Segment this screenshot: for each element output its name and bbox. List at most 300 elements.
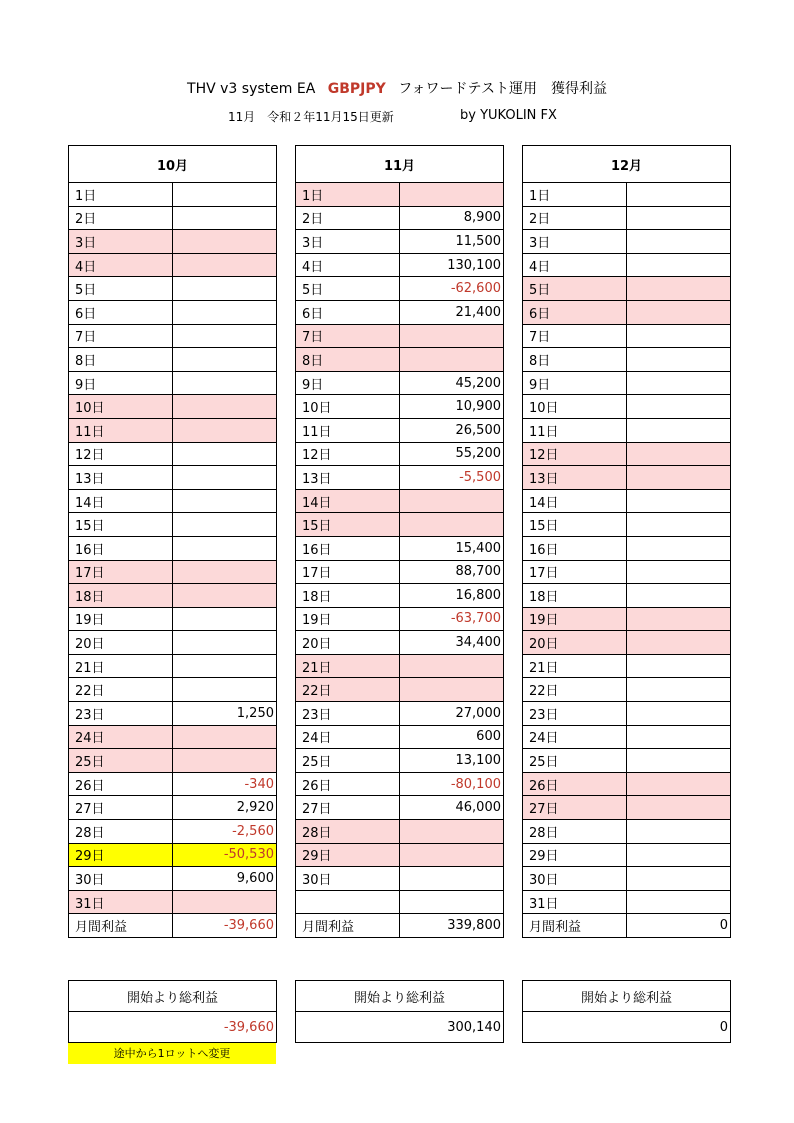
table-row <box>296 796 504 820</box>
table-row <box>69 206 277 230</box>
profit-cell <box>400 678 504 702</box>
profit-cell <box>627 466 731 490</box>
table-row <box>69 348 277 372</box>
profit-cell: 16,800 <box>400 584 504 608</box>
day-cell: 6日 <box>523 300 627 324</box>
day-cell: 1日 <box>523 183 627 207</box>
table-row <box>69 230 277 254</box>
day-cell: 19日 <box>69 607 173 631</box>
profit-cell <box>173 890 277 914</box>
day-cell: 19日 <box>296 607 400 631</box>
total-table-dec <box>522 980 731 1043</box>
profit-cell <box>627 277 731 301</box>
table-row <box>523 183 731 207</box>
total-label-row <box>296 981 504 1012</box>
table-row <box>523 702 731 726</box>
profit-cell <box>173 466 277 490</box>
day-cell: 2日 <box>296 206 400 230</box>
day-cell: 11日 <box>296 418 400 442</box>
profit-cell <box>627 418 731 442</box>
update-date: 11月 令和２年11月15日更新 <box>228 110 394 124</box>
table-row <box>296 820 504 844</box>
profit-cell <box>627 348 731 372</box>
day-cell: 22日 <box>69 678 173 702</box>
total-value-row <box>69 1012 277 1043</box>
day-cell: 24日 <box>296 725 400 749</box>
day-cell: 9日 <box>296 371 400 395</box>
day-cell: 21日 <box>296 654 400 678</box>
title-prefix: THV v3 system EA <box>187 81 316 97</box>
table-row <box>296 348 504 372</box>
profit-cell <box>627 183 731 207</box>
day-cell: 11日 <box>523 418 627 442</box>
profit-cell <box>627 206 731 230</box>
profit-cell <box>173 277 277 301</box>
table-row <box>523 654 731 678</box>
day-cell: 4日 <box>296 253 400 277</box>
total-value-row <box>296 1012 504 1043</box>
table-row <box>296 678 504 702</box>
table-row <box>296 371 504 395</box>
table-row <box>296 206 504 230</box>
monthly-total-label: 月間利益 <box>296 914 400 938</box>
day-cell: 31日 <box>69 890 173 914</box>
day-cell: 4日 <box>69 253 173 277</box>
table-row <box>69 772 277 796</box>
table-row <box>69 560 277 584</box>
table-row <box>296 867 504 891</box>
profit-cell <box>627 725 731 749</box>
table-row <box>69 584 277 608</box>
profit-cell <box>173 560 277 584</box>
total-label-row <box>523 981 731 1012</box>
day-cell: 30日 <box>523 867 627 891</box>
table-row <box>296 654 504 678</box>
day-cell: 9日 <box>69 371 173 395</box>
day-cell: 12日 <box>296 442 400 466</box>
day-cell: 13日 <box>69 466 173 490</box>
profit-cell <box>173 324 277 348</box>
day-cell: 28日 <box>523 820 627 844</box>
profit-cell <box>627 631 731 655</box>
profit-cell: 88,700 <box>400 560 504 584</box>
table-row <box>523 206 731 230</box>
table-row <box>69 395 277 419</box>
day-cell: 31日 <box>523 890 627 914</box>
day-cell: 21日 <box>69 654 173 678</box>
day-cell: 12日 <box>523 442 627 466</box>
monthly-total-value: 0 <box>627 914 731 938</box>
day-cell: 25日 <box>296 749 400 773</box>
profit-cell <box>173 183 277 207</box>
table-row <box>523 395 731 419</box>
day-cell: 11日 <box>69 418 173 442</box>
table-row <box>296 584 504 608</box>
table-row <box>69 796 277 820</box>
table-row <box>523 749 731 773</box>
day-cell: 29日 <box>69 843 173 867</box>
day-cell: 3日 <box>523 230 627 254</box>
table-row <box>523 536 731 560</box>
day-cell: 6日 <box>69 300 173 324</box>
table-row <box>523 489 731 513</box>
table-row <box>296 324 504 348</box>
day-cell: 5日 <box>523 277 627 301</box>
table-row <box>69 725 277 749</box>
day-cell: 29日 <box>296 843 400 867</box>
profit-cell <box>173 300 277 324</box>
profit-cell <box>627 772 731 796</box>
table-row <box>523 230 731 254</box>
profit-cell <box>627 820 731 844</box>
profit-cell <box>173 418 277 442</box>
day-cell: 17日 <box>69 560 173 584</box>
profit-cell <box>173 654 277 678</box>
profit-cell: -2,560 <box>173 820 277 844</box>
month-table-dec <box>522 145 731 938</box>
profit-cell <box>400 513 504 537</box>
table-row <box>523 678 731 702</box>
table-row <box>69 607 277 631</box>
day-cell: 9日 <box>523 371 627 395</box>
day-cell: 22日 <box>523 678 627 702</box>
day-cell: 18日 <box>523 584 627 608</box>
profit-cell <box>173 513 277 537</box>
day-cell: 10日 <box>523 395 627 419</box>
profit-cell <box>173 371 277 395</box>
profit-cell <box>173 206 277 230</box>
profit-cell <box>627 843 731 867</box>
day-cell: 16日 <box>296 536 400 560</box>
table-row <box>296 395 504 419</box>
table-row <box>296 560 504 584</box>
day-cell: 23日 <box>296 702 400 726</box>
monthly-total-value: 339,800 <box>400 914 504 938</box>
profit-cell <box>627 253 731 277</box>
day-cell: 1日 <box>296 183 400 207</box>
profit-cell: 27,000 <box>400 702 504 726</box>
day-cell: 17日 <box>296 560 400 584</box>
table-row <box>296 489 504 513</box>
table-row <box>523 418 731 442</box>
total-table-nov <box>295 980 504 1043</box>
table-row <box>523 584 731 608</box>
day-cell: 16日 <box>69 536 173 560</box>
table-row <box>69 867 277 891</box>
profit-cell: 55,200 <box>400 442 504 466</box>
day-cell: 15日 <box>69 513 173 537</box>
table-row <box>69 466 277 490</box>
day-cell: 27日 <box>69 796 173 820</box>
day-cell: 26日 <box>523 772 627 796</box>
profit-cell <box>173 678 277 702</box>
author: by YUKOLIN FX <box>460 108 557 123</box>
table-row <box>523 371 731 395</box>
profit-cell: 21,400 <box>400 300 504 324</box>
table-row <box>296 300 504 324</box>
profit-cell: -50,530 <box>173 843 277 867</box>
profit-cell: -62,600 <box>400 277 504 301</box>
monthly-total-label: 月間利益 <box>69 914 173 938</box>
table-row <box>523 867 731 891</box>
table-row <box>523 843 731 867</box>
profit-cell: 10,900 <box>400 395 504 419</box>
day-cell: 24日 <box>523 725 627 749</box>
monthly-total-label: 月間利益 <box>523 914 627 938</box>
day-cell: 14日 <box>523 489 627 513</box>
table-row <box>69 843 277 867</box>
table-row <box>296 253 504 277</box>
profit-cell <box>627 796 731 820</box>
table-row <box>69 324 277 348</box>
table-row <box>69 277 277 301</box>
cumulative-total-value: 0 <box>523 1012 731 1043</box>
profit-cell <box>173 442 277 466</box>
day-cell: 15日 <box>523 513 627 537</box>
table-row <box>296 631 504 655</box>
profit-cell <box>627 654 731 678</box>
profit-cell <box>173 584 277 608</box>
profit-cell: -80,100 <box>400 772 504 796</box>
profit-cell: 130,100 <box>400 253 504 277</box>
table-row <box>296 890 504 914</box>
month-header: 11月 <box>296 146 504 183</box>
day-cell: 7日 <box>69 324 173 348</box>
profit-cell <box>627 867 731 891</box>
profit-cell: 45,200 <box>400 371 504 395</box>
cumulative-total-label: 開始より総利益 <box>296 981 504 1012</box>
monthly-total-row <box>296 914 504 938</box>
day-cell: 20日 <box>523 631 627 655</box>
profit-cell <box>627 678 731 702</box>
profit-cell <box>627 300 731 324</box>
day-cell <box>296 890 400 914</box>
profit-cell: 9,600 <box>173 867 277 891</box>
cumulative-total-value: -39,660 <box>69 1012 277 1043</box>
profit-cell <box>400 843 504 867</box>
table-row <box>523 466 731 490</box>
table-row <box>69 300 277 324</box>
profit-cell <box>400 654 504 678</box>
profit-cell: 46,000 <box>400 796 504 820</box>
table-row <box>296 183 504 207</box>
day-cell: 21日 <box>523 654 627 678</box>
table-row <box>69 513 277 537</box>
table-row <box>69 654 277 678</box>
table-row <box>523 560 731 584</box>
profit-cell <box>627 749 731 773</box>
profit-cell <box>627 395 731 419</box>
day-cell: 26日 <box>69 772 173 796</box>
total-value-row <box>523 1012 731 1043</box>
profit-cell <box>173 395 277 419</box>
total-table-oct <box>68 980 277 1043</box>
profit-cell <box>627 536 731 560</box>
profit-cell: 600 <box>400 725 504 749</box>
table-row <box>69 536 277 560</box>
table-row <box>69 631 277 655</box>
table-row <box>523 796 731 820</box>
day-cell: 25日 <box>523 749 627 773</box>
profit-cell <box>173 536 277 560</box>
profit-cell: -340 <box>173 772 277 796</box>
title-suffix: フォワードテスト運用 獲得利益 <box>398 81 607 97</box>
profit-cell <box>627 324 731 348</box>
profit-cell: 2,920 <box>173 796 277 820</box>
table-row <box>296 607 504 631</box>
table-row <box>69 702 277 726</box>
profit-cell <box>173 489 277 513</box>
profit-cell <box>400 867 504 891</box>
table-row <box>296 772 504 796</box>
day-cell: 2日 <box>69 206 173 230</box>
table-row <box>296 843 504 867</box>
day-cell: 19日 <box>523 607 627 631</box>
profit-cell <box>627 230 731 254</box>
table-row <box>523 820 731 844</box>
table-row <box>69 820 277 844</box>
month-table-nov <box>295 145 504 938</box>
month-header: 12月 <box>523 146 731 183</box>
day-cell: 2日 <box>523 206 627 230</box>
day-cell: 14日 <box>296 489 400 513</box>
profit-cell <box>173 607 277 631</box>
profit-cell <box>173 725 277 749</box>
month-header-row <box>69 146 277 183</box>
table-row <box>523 277 731 301</box>
table-row <box>69 442 277 466</box>
table-row <box>296 230 504 254</box>
day-cell: 30日 <box>69 867 173 891</box>
profit-cell <box>400 890 504 914</box>
page-title <box>0 78 794 98</box>
table-row <box>296 442 504 466</box>
cumulative-total-label: 開始より総利益 <box>69 981 277 1012</box>
cumulative-total-label: 開始より総利益 <box>523 981 731 1012</box>
table-row <box>296 513 504 537</box>
day-cell: 5日 <box>296 277 400 301</box>
profit-cell: -5,500 <box>400 466 504 490</box>
table-row <box>523 631 731 655</box>
day-cell: 18日 <box>296 584 400 608</box>
profit-cell <box>400 324 504 348</box>
day-cell: 29日 <box>523 843 627 867</box>
day-cell: 10日 <box>69 395 173 419</box>
table-row <box>523 772 731 796</box>
day-cell: 8日 <box>69 348 173 372</box>
day-cell: 28日 <box>69 820 173 844</box>
day-cell: 13日 <box>523 466 627 490</box>
day-cell: 13日 <box>296 466 400 490</box>
table-row <box>523 253 731 277</box>
table-row <box>69 489 277 513</box>
table-row <box>523 348 731 372</box>
profit-cell <box>400 820 504 844</box>
day-cell: 30日 <box>296 867 400 891</box>
day-cell: 7日 <box>523 324 627 348</box>
day-cell: 16日 <box>523 536 627 560</box>
day-cell: 14日 <box>69 489 173 513</box>
table-row <box>69 890 277 914</box>
table-row <box>523 725 731 749</box>
profit-cell <box>627 489 731 513</box>
month-header-row <box>523 146 731 183</box>
month-header: 10月 <box>69 146 277 183</box>
profit-cell <box>400 348 504 372</box>
profit-cell <box>173 631 277 655</box>
table-row <box>69 678 277 702</box>
day-cell: 3日 <box>296 230 400 254</box>
table-row <box>523 324 731 348</box>
table-row <box>523 513 731 537</box>
profit-cell <box>173 230 277 254</box>
total-label-row <box>69 981 277 1012</box>
day-cell: 27日 <box>523 796 627 820</box>
profit-cell: 26,500 <box>400 418 504 442</box>
table-row <box>296 277 504 301</box>
profit-cell <box>627 702 731 726</box>
day-cell: 15日 <box>296 513 400 537</box>
table-row <box>296 418 504 442</box>
day-cell: 20日 <box>296 631 400 655</box>
day-cell: 20日 <box>69 631 173 655</box>
profit-cell <box>173 749 277 773</box>
day-cell: 6日 <box>296 300 400 324</box>
table-row <box>523 607 731 631</box>
profit-cell <box>400 489 504 513</box>
day-cell: 5日 <box>69 277 173 301</box>
table-row <box>523 442 731 466</box>
table-row <box>69 749 277 773</box>
profit-cell <box>627 371 731 395</box>
profit-cell: 8,900 <box>400 206 504 230</box>
day-cell: 4日 <box>523 253 627 277</box>
month-header-row <box>296 146 504 183</box>
profit-cell <box>173 253 277 277</box>
profit-cell: 1,250 <box>173 702 277 726</box>
day-cell: 8日 <box>296 348 400 372</box>
day-cell: 23日 <box>69 702 173 726</box>
day-cell: 3日 <box>69 230 173 254</box>
table-row <box>296 725 504 749</box>
currency-pair: GBPJPY <box>327 81 386 97</box>
monthly-total-row <box>523 914 731 938</box>
day-cell: 26日 <box>296 772 400 796</box>
profit-cell: 34,400 <box>400 631 504 655</box>
day-cell: 12日 <box>69 442 173 466</box>
day-cell: 18日 <box>69 584 173 608</box>
day-cell: 22日 <box>296 678 400 702</box>
profit-cell <box>627 584 731 608</box>
day-cell: 28日 <box>296 820 400 844</box>
day-cell: 1日 <box>69 183 173 207</box>
monthly-total-row <box>69 914 277 938</box>
day-cell: 23日 <box>523 702 627 726</box>
profit-cell <box>627 890 731 914</box>
profit-cell <box>400 183 504 207</box>
profit-cell: 11,500 <box>400 230 504 254</box>
profit-cell: 15,400 <box>400 536 504 560</box>
day-cell: 27日 <box>296 796 400 820</box>
day-cell: 10日 <box>296 395 400 419</box>
day-cell: 17日 <box>523 560 627 584</box>
profit-cell <box>627 442 731 466</box>
profit-cell: -63,700 <box>400 607 504 631</box>
profit-cell <box>627 607 731 631</box>
table-row <box>296 749 504 773</box>
profit-cell: 13,100 <box>400 749 504 773</box>
day-cell: 25日 <box>69 749 173 773</box>
